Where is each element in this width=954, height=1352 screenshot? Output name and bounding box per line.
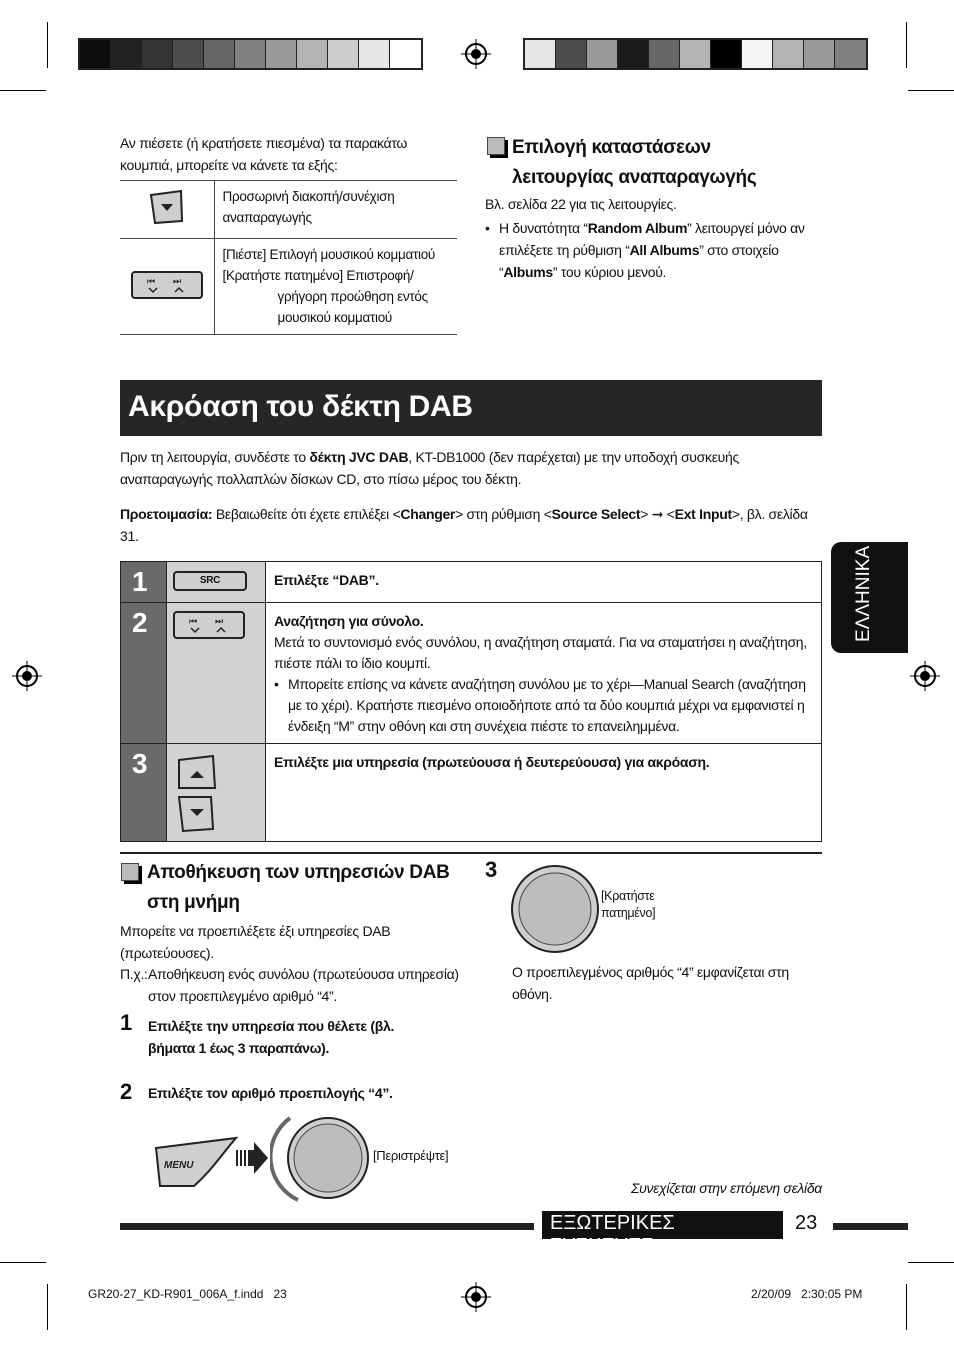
color-swatch (618, 40, 649, 68)
crop-mark (0, 1262, 46, 1263)
color-swatch (680, 40, 711, 68)
crop-mark (908, 90, 954, 91)
step-row (121, 562, 821, 603)
divider (120, 852, 822, 854)
knob-icon (510, 864, 600, 957)
hold-line-end: μουσικού κομματιού (277, 310, 393, 325)
step-title: Επιλέξτε μια υπηρεσία (πρωτεύουσα ή δευτερεύουσα) για ακρόαση. (274, 754, 710, 770)
color-swatch (835, 40, 866, 68)
intro-text: Αν πιέσετε (ή κρατήσετε πιεσμένα) τα παρακάτω κουμπιά, μπορείτε να κάνετε τα εξής: (120, 135, 408, 173)
print-file-info: GR20-27_KD-R901_006A_f.indd 23 (88, 1287, 287, 1301)
svg-text:⏮: ⏮ (146, 276, 155, 287)
step-row (121, 744, 821, 841)
page-title: Ακρόαση του δέκτη DAB (120, 380, 822, 436)
step-number: 1 (121, 562, 166, 602)
memory-result-text: Ο προεπιλεγμένος αριθμός “4” εμφανίζεται στη οθόνη. (512, 964, 789, 1002)
color-swatch (80, 40, 111, 68)
crop-mark (47, 22, 48, 68)
preparation-text: Προετοιμασία: Βεβαιωθείτε ότι έχετε επιλέξει <Changer> στη ρύθμιση <Source Select> ➞ <Ext Input>, βλ. σελίδα 31. (120, 506, 808, 544)
svg-text:⏭: ⏭ (215, 617, 223, 627)
print-date-info: 2/20/09 2:30:05 PM (751, 1287, 863, 1301)
svg-text:⏮: ⏮ (189, 617, 197, 627)
color-swatch (804, 40, 835, 68)
src-button-icon: SRC (173, 571, 247, 591)
color-swatch (235, 40, 266, 68)
color-swatch (173, 40, 204, 68)
section-label: ΕΞΩΤΕΡΙΚΕΣ ΣΥΣΚΕΥΕΣ (542, 1211, 783, 1239)
down-button-icon (148, 213, 186, 228)
step-body: Μετά το συντονισμό ενός συνόλου, η αναζήτηση σταματά. Για να σταματήσει η αναζήτηση, πιέστε πάλι το ίδιο κουμπί. (274, 634, 807, 671)
skip-buttons-icon (131, 271, 203, 299)
color-swatch (390, 40, 421, 68)
color-swatch (297, 40, 328, 68)
memory-step-number: 3 (485, 857, 498, 882)
language-tab (831, 542, 908, 653)
registration-mark-icon (16, 665, 38, 687)
step-title: Αναζήτηση για σύνολο. (274, 613, 424, 629)
hold-label: [Κρατήστε πατημένο] (601, 889, 656, 920)
color-swatch (266, 40, 297, 68)
color-swatch (525, 40, 556, 68)
dab-intro-text: Πριν τη λειτουργία, συνδέστε το δέκτη JVC DAB, KT-DB1000 (δεν παρέχεται) με την υποδοχή συσκευής αναπαραγωγής πολλαπλών δίσκων CD, στο πίσω μέρος του δέκτη. (120, 449, 739, 487)
crop-mark (0, 90, 46, 91)
button-function-table (120, 180, 457, 335)
memory-heading: Αποθήκευση των υπηρεσιών DAB στη μνήμη (147, 862, 450, 913)
crop-mark (908, 1262, 954, 1263)
memory-step-number: 2 (120, 1079, 133, 1104)
crop-mark (47, 1284, 48, 1330)
skip-buttons-icon (173, 611, 245, 639)
color-swatch (142, 40, 173, 68)
memory-intro: Μπορείτε να προεπιλέξετε έξι υπηρεσίες DAB (πρωτεύουσες). (120, 923, 391, 961)
color-swatch (556, 40, 587, 68)
playback-mode-heading: Επιλογή καταστάσεων λειτουργίας αναπαραγωγής (512, 137, 757, 188)
color-bar-right (523, 38, 868, 70)
color-swatch (111, 40, 142, 68)
color-bar-left (78, 38, 423, 70)
color-swatch (204, 40, 235, 68)
color-swatch (359, 40, 390, 68)
rotate-label: [Περιστρέψτε] (373, 1148, 449, 1163)
footer-rule (833, 1223, 908, 1230)
color-swatch (742, 40, 773, 68)
svg-text:⏭: ⏭ (172, 276, 181, 287)
color-swatch (649, 40, 680, 68)
track-select-line: [Πιέστε] Επιλογή μουσικού κομματιού (222, 247, 435, 262)
memory-example: Π.χ.: Αποθήκευση ενός συνόλου (πρωτεύουσα υπηρεσία) στον προεπιλεγμένο αριθμό “4”. (120, 966, 459, 1004)
section-marker-icon (490, 140, 508, 158)
down-button-icon (175, 795, 257, 836)
registration-mark-icon (465, 1286, 487, 1308)
continued-note: Συνεχίζεται στην επόμενη σελίδα (630, 1180, 822, 1196)
see-page-text: Βλ. σελίδα 22 για τις λειτουργίες. (485, 196, 677, 212)
color-swatch (587, 40, 618, 68)
step-number: 2 (121, 603, 166, 743)
color-swatch (328, 40, 359, 68)
language-tab-label: ΕΛΛΗΝΙΚΑ (853, 545, 874, 642)
svg-text:MENU: MENU (164, 1160, 194, 1171)
crop-mark (906, 22, 907, 68)
step-bullet: • Μπορείτε επίσης να κάνετε αναζήτηση συνόλου με το χέρι—Manual Search (αναζήτηση με το χέρι). Κρατήστε πιεσμένο οποιοδήποτε από τα δύο κουμπιά μέχρι να εμφανιστεί η ένδειξη “M” στην οθόνη και στη συνέχεια πιέστε το επανειλημμένα. (274, 676, 806, 734)
color-swatch (773, 40, 804, 68)
memory-step-text: Επιλέξτε την υπηρεσία που θέλετε (βλ. βήματα 1 έως 3 παραπάνω). (148, 1018, 395, 1056)
hold-line-continued: γρήγορη προώθηση εντός (277, 289, 428, 304)
steps-table (120, 561, 822, 842)
page-number: 23 (795, 1212, 818, 1234)
memory-step-text: Επιλέξτε τον αριθμό προεπιλογής “4”. (148, 1085, 393, 1101)
step-row (121, 603, 821, 744)
up-button-icon (175, 754, 257, 795)
step-number: 3 (121, 744, 166, 841)
section-marker-icon (124, 866, 142, 884)
menu-button-icon (152, 1134, 244, 1193)
registration-mark-icon (914, 665, 936, 687)
hold-line: [Κρατήστε πατημένο] Επιστροφή/ (222, 268, 414, 283)
step-title: Επιλέξτε “DAB”. (274, 572, 379, 588)
pause-resume-description: Προσωρινή διακοπή/συνέχιση αναπαραγωγής (214, 181, 457, 239)
random-album-note: • Η δυνατότητα “Random Album” λειτουργεί μόνο αν επιλέξετε τη ρύθμιση “All Albums” στο στοιχείο “Albums” του κύριου μενού. (485, 220, 805, 280)
arrow-right-icon (236, 1140, 268, 1179)
registration-mark-icon (465, 43, 487, 65)
footer-rule (120, 1223, 534, 1230)
crop-mark (906, 1284, 907, 1330)
memory-step-number: 1 (120, 1010, 133, 1035)
rotary-knob-icon (270, 1114, 370, 1207)
color-swatch (711, 40, 742, 68)
